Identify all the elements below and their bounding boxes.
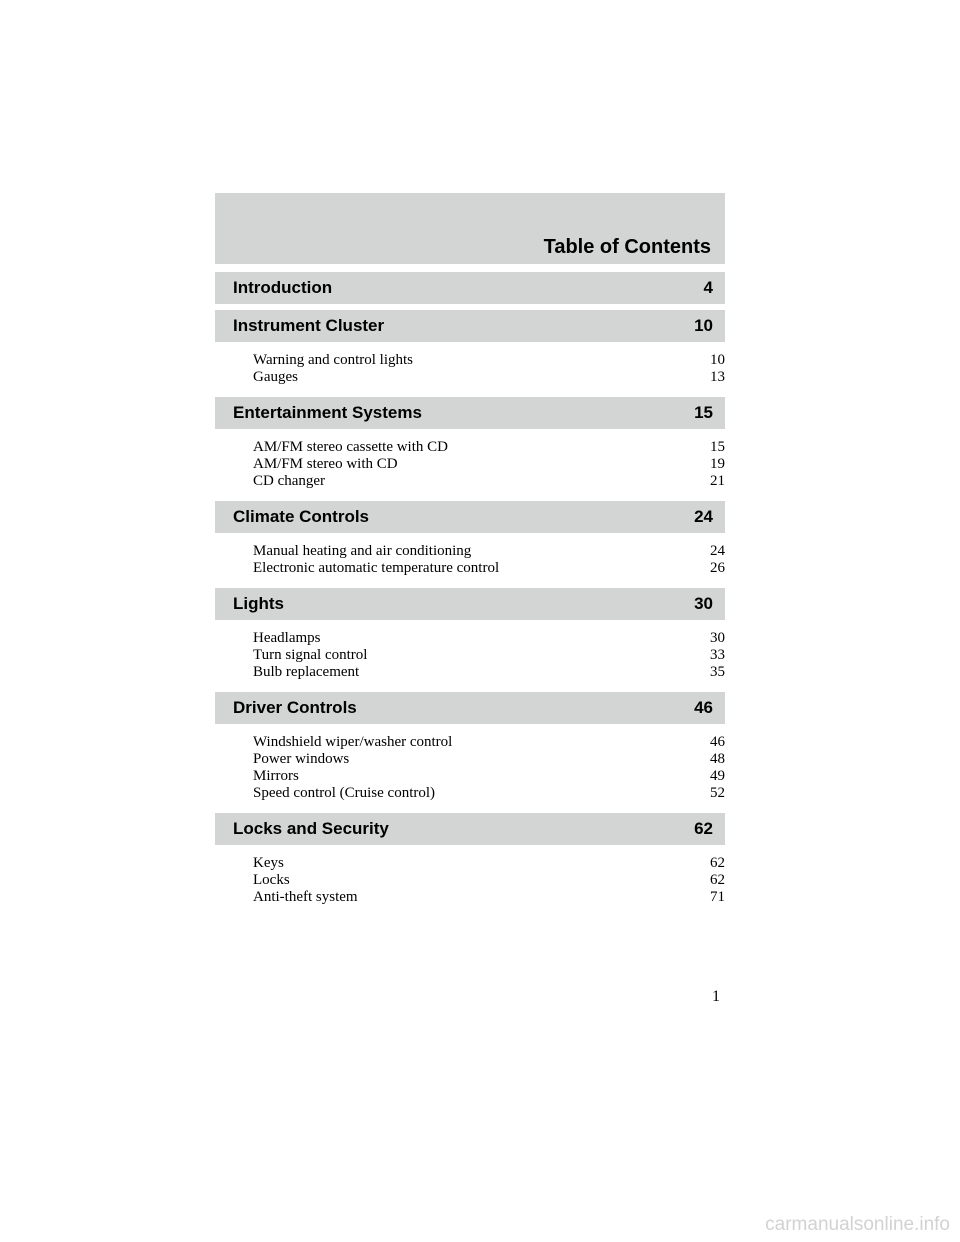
entry-page: 15 bbox=[710, 439, 725, 455]
toc-entry[interactable] bbox=[253, 785, 725, 802]
toc-entry[interactable] bbox=[253, 473, 725, 490]
toc-section-heading[interactable] bbox=[215, 692, 725, 724]
section-page: 62 bbox=[694, 819, 713, 838]
toc-entry-list bbox=[215, 348, 725, 392]
entry-page: 52 bbox=[710, 785, 725, 801]
section-title: Entertainment Systems bbox=[233, 403, 422, 422]
entry-label: Headlamps bbox=[253, 630, 321, 646]
toc-entry[interactable] bbox=[253, 664, 725, 681]
toc-entry-list bbox=[215, 851, 725, 912]
toc-section-heading[interactable] bbox=[215, 813, 725, 845]
section-title: Instrument Cluster bbox=[233, 316, 385, 335]
toc-entry[interactable] bbox=[253, 768, 725, 785]
entry-page: 21 bbox=[710, 473, 725, 489]
entry-label: Locks bbox=[253, 872, 290, 888]
toc-section-heading[interactable] bbox=[215, 397, 725, 429]
toc-entry[interactable] bbox=[253, 456, 725, 473]
entry-page: 13 bbox=[710, 369, 725, 385]
entry-label: Speed control (Cruise control) bbox=[253, 785, 436, 801]
toc-entry-list bbox=[215, 435, 725, 496]
entry-label: Anti-theft system bbox=[253, 889, 358, 905]
entry-label: Mirrors bbox=[253, 768, 299, 784]
toc-section-heading[interactable] bbox=[215, 588, 725, 620]
entry-page: 62 bbox=[710, 872, 725, 888]
section-title: Climate Controls bbox=[233, 507, 370, 526]
toc-entry-list bbox=[215, 626, 725, 687]
section-page: 46 bbox=[694, 698, 713, 717]
section-page: 24 bbox=[694, 507, 713, 526]
entry-label: Manual heating and air conditioning bbox=[253, 543, 472, 559]
entry-label: Power windows bbox=[253, 751, 350, 767]
toc-entry[interactable] bbox=[253, 352, 725, 369]
entry-page: 49 bbox=[710, 768, 725, 784]
section-page: 4 bbox=[703, 278, 713, 297]
page-number: 1 bbox=[712, 988, 720, 1005]
section-title: Lights bbox=[233, 594, 284, 613]
entry-label: AM/FM stereo cassette with CD bbox=[253, 439, 448, 455]
entry-label: Windshield wiper/washer control bbox=[253, 734, 453, 750]
table-of-contents bbox=[215, 272, 725, 917]
section-page: 15 bbox=[694, 403, 713, 422]
entry-label: Turn signal control bbox=[253, 647, 368, 663]
section-title: Locks and Security bbox=[233, 819, 389, 838]
entry-label: Bulb replacement bbox=[253, 664, 360, 680]
entry-label: AM/FM stereo with CD bbox=[253, 456, 398, 472]
toc-section-heading[interactable] bbox=[215, 310, 725, 342]
toc-entry[interactable] bbox=[253, 889, 725, 906]
entry-page: 71 bbox=[710, 889, 725, 905]
entry-page: 30 bbox=[710, 630, 725, 646]
section-page: 10 bbox=[694, 316, 713, 335]
entry-label: Warning and control lights bbox=[253, 352, 414, 368]
entry-page: 35 bbox=[710, 664, 725, 680]
toc-section-heading[interactable] bbox=[215, 501, 725, 533]
watermark: carmanualsonline.info bbox=[765, 1214, 950, 1235]
toc-entry[interactable] bbox=[253, 560, 725, 577]
toc-entry[interactable] bbox=[253, 872, 725, 889]
toc-entry[interactable] bbox=[253, 647, 725, 664]
page-title: Table of Contents bbox=[543, 236, 711, 258]
section-page: 30 bbox=[694, 594, 713, 613]
toc-section-heading[interactable] bbox=[215, 272, 725, 304]
entry-label: CD changer bbox=[253, 473, 326, 489]
entry-label: Keys bbox=[253, 855, 284, 871]
toc-entry-list bbox=[215, 730, 725, 808]
entry-page: 46 bbox=[710, 734, 725, 750]
toc-entry[interactable] bbox=[253, 543, 725, 560]
toc-entry-list bbox=[215, 539, 725, 583]
toc-entry[interactable] bbox=[253, 751, 725, 768]
toc-entry[interactable] bbox=[253, 630, 725, 647]
entry-page: 10 bbox=[710, 352, 725, 368]
section-title: Introduction bbox=[233, 278, 333, 297]
entry-label: Electronic automatic temperature control bbox=[253, 560, 500, 576]
entry-page: 33 bbox=[710, 647, 725, 663]
toc-entry[interactable] bbox=[253, 734, 725, 751]
entry-page: 19 bbox=[710, 456, 725, 472]
entry-page: 62 bbox=[710, 855, 725, 871]
section-title: Driver Controls bbox=[233, 698, 357, 717]
title-banner bbox=[215, 193, 725, 264]
entry-label: Gauges bbox=[253, 369, 298, 385]
toc-entry[interactable] bbox=[253, 439, 725, 456]
entry-page: 26 bbox=[710, 560, 725, 576]
entry-page: 24 bbox=[710, 543, 725, 559]
entry-page: 48 bbox=[710, 751, 725, 767]
toc-entry[interactable] bbox=[253, 369, 725, 386]
toc-entry[interactable] bbox=[253, 855, 725, 872]
